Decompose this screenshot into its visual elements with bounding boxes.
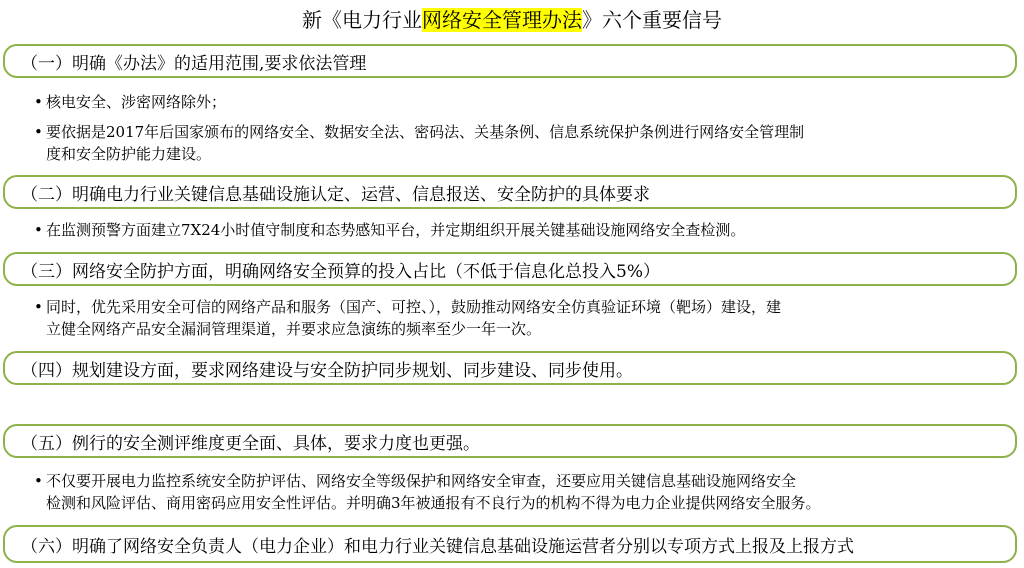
section-4-heading-text: （四）规划建设方面，要求网络建设与安全防护同步规划、同步建设、同步使用。 [21, 360, 633, 381]
bullet-text: 不仅要开展电力监控系统安全防护评估、网络安全等级保护和网络安全审查，还要应用关键信息基础设施网络安全 [46, 472, 797, 490]
section-3-bullet-1 [34, 296, 1014, 340]
bullet-dot: • [34, 298, 43, 316]
bullet-text-continued: 度和安全防护能力建设。 [46, 145, 212, 163]
section-6-heading-text: （六）明确了网络安全负责人（电力企业）和电力行业关键信息基础设施运营者分别以专项方式上报及上报方式 [21, 536, 854, 557]
bullet-text: 核电安全、涉密网络除外； [46, 93, 227, 111]
section-1-bullet-2 [34, 121, 1014, 165]
bullet-text: 同时，优先采用安全可信的网络产品和服务（国产、可控、），鼓励推动网络安全仿真验证环境（靶场）建设，建 [46, 298, 782, 316]
section-3-heading-text: （三）网络安全防护方面，明确网络安全预算的投入占比（不低于信息化总投入5%） [21, 261, 660, 282]
section-2-heading-text: （二）明确电力行业关键信息基础设施认定、运营、信息报送、安全防护的具体要求 [21, 184, 650, 205]
section-6-heading [3, 525, 1017, 563]
section-1-bullet-1 [34, 91, 1014, 113]
title-suffix: 》六个重要信号 [582, 8, 722, 32]
page-title [0, 6, 1024, 34]
bullet-text: 在监测预警方面建立7X24小时值守制度和态势感知平台，并定期组织开展关键基础设施网络安全查检测。 [46, 221, 746, 239]
section-2-heading [3, 175, 1017, 209]
section-5-heading [3, 424, 1017, 458]
section-3-heading [3, 252, 1017, 286]
bullet-dot: • [34, 93, 43, 111]
bullet-dot: • [34, 472, 43, 490]
section-1-heading-text: （一）明确《办法》的适用范围,要求依法管理 [21, 53, 367, 74]
section-5-bullet-1 [34, 470, 1014, 514]
section-4-heading [3, 351, 1017, 385]
bullet-text-continued: 立健全网络产品安全漏洞管理渠道，并要求应急演练的频率至少一年一次。 [46, 320, 542, 338]
section-2-bullet-1 [34, 219, 1014, 241]
bullet-text: 要依据是2017年后国家颁布的网络安全、数据安全法、密码法、关基条例、信息系统保护条例进行网络安全管理制 [46, 123, 805, 141]
bullet-text-continued: 检测和风险评估、商用密码应用安全性评估。并明确3年被通报有不良行为的机构不得为电力企业提供网络安全服务。 [46, 494, 821, 512]
bullet-dot: • [34, 221, 43, 239]
title-highlight: 网络安全管理办法 [422, 8, 582, 32]
section-1-heading [3, 44, 1017, 78]
bullet-dot: • [34, 123, 43, 141]
section-5-heading-text: （五）例行的安全测评维度更全面、具体，要求力度也更强。 [21, 433, 480, 454]
title-prefix: 新《电力行业 [302, 8, 422, 32]
